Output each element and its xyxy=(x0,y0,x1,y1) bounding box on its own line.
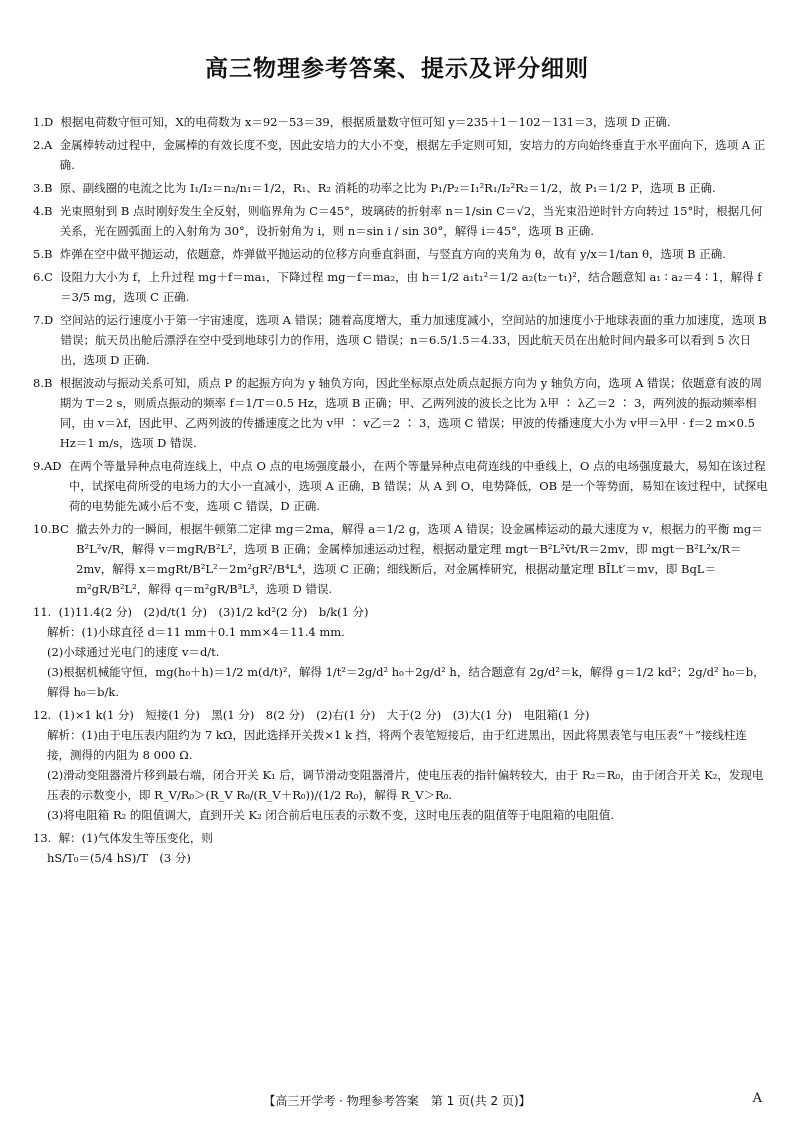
answer-item xyxy=(33,828,768,868)
answer-number: 2.A xyxy=(33,138,53,152)
answer-number: 6.C xyxy=(33,270,53,284)
answer-text: 炸弹在空中做平抛运动，依题意，炸弹做平抛运动的位移方向垂直斜面，与竖直方向的夹角为 θ，故有 y/x＝1/tan θ，选项 B 正确. xyxy=(59,247,726,261)
answer-number: 5.B xyxy=(33,247,53,261)
answer-number: 1.D xyxy=(33,115,54,129)
answer-item xyxy=(33,112,768,132)
answer-text: 根据电荷数守恒可知，X的电荷数为 x＝92－53＝39，根据质量数守恒可知 y＝235＋1－102－131＝3，选项 D 正确. xyxy=(60,115,671,129)
answer-number: 12. xyxy=(33,708,52,722)
answer-number: 13. xyxy=(33,831,52,845)
answer-text: 金属棒转动过程中，金属棒的有效长度不变，因此安培力的大小不变，根据左手定则可知，安培力的方向始终垂直于水平面向下，选项 A 正确. xyxy=(59,138,766,172)
explanation-line: (2)滑动变阻器滑片移到最右端，闭合开关 K₁ 后，调节滑动变阻器滑片，使电压表的指针偏转较大，由于 R₂＝R₀，由于闭合开关 K₂，发现电压表的示数变小，即 R_V/R₀＞(R_V R₀/(R_V＋R₀))/(1/2 R₀)，解得 R_V＞R₀. xyxy=(47,768,764,802)
answer-list xyxy=(33,112,768,871)
answer-item xyxy=(33,135,768,175)
answer-number: 9.AD xyxy=(33,459,62,473)
answer-number: 4.B xyxy=(33,204,53,218)
answer-item xyxy=(33,705,768,825)
page-footer: 【高三开学考 · 物理参考答案 第 1 页(共 2 页)】 xyxy=(263,1094,531,1108)
answer-item xyxy=(33,519,768,599)
answer-text: 设阻力大小为 f，上升过程 mg＋f＝ma₁，下降过程 mg－f＝ma₂，由 h＝1/2 a₁t₁²＝1/2 a₂(t₂－t₁)²，结合题意知 a₁ ∶ a₂＝4 ∶ 1，解得 f＝3/5 mg，选项 C 正确. xyxy=(60,270,762,304)
answer-text: 根据波动与振动关系可知，质点 P 的起振方向为 y 轴负方向，因此坐标原点处质点起振方向为 y 轴负方向，选项 A 错误；依题意有波的周期为 T＝2 s，则质点振动的频率 f＝1/T＝0.5 Hz，选项 B 正确；甲、乙两列波的波长之比为 λ甲 ∶ λ乙＝2 ∶ 3，两列波的振动频率相同，由 v＝λf，因此甲、乙两列波的传播速度之比为 v甲 ∶ v乙＝2 ∶ 3，选项 C 错误；甲波的传播速度大小为 v甲＝λ甲 · f＝2 m×0.5 Hz＝1 m/s，选项 D 错误. xyxy=(59,376,763,450)
answer-item xyxy=(33,602,768,702)
answer-item xyxy=(33,267,768,307)
answer-text: (1)11.4(2 分) (2)d/t(1 分) (3)1/2 kd²(2 分) b/k(1 分) xyxy=(58,605,369,619)
answer-number: 10.BC xyxy=(33,522,69,536)
answer-item xyxy=(33,456,768,516)
answer-number: 7.D xyxy=(33,313,54,327)
answer-text: (1)×1 k(1 分) 短接(1 分) 黑(1 分) 8(2 分) (2)右(1 分) 大于(2 分) (3)大(1 分) 电阻箱(1 分) xyxy=(58,708,590,722)
explanation-line: 解析：(1)由于电压表内阻约为 7 kΩ，因此选择开关拨×1 k 挡，将两个表笔短接后，由于红进黑出，因此将黑表笔与电压表“＋”接线柱连接，测得的内阻为 8 000 Ω. xyxy=(47,728,747,762)
answer-number: 11. xyxy=(33,605,52,619)
version-label: A xyxy=(752,1091,762,1106)
answer-text: 在两个等量异种点电荷连线上，中点 O 点的电场强度最小，在两个等量异种点电荷连线的中垂线上，O 点的电场强度最大，易知在该过程中，试探电荷所受的电场力的大小一直减小，选项 A 正确，B 错误；从 A 到 O，电势降低，OB 是一个等势面，易知在该过程中，试探电荷的电势能先减小后不变，选项 C 错误，D 正确. xyxy=(68,459,768,513)
answer-text: 撤去外力的一瞬间，根据牛顿第二定律 mg＝2ma，解得 a＝1/2 g，选项 A 错误；设金属棒运动的最大速度为 v，根据力的平衡 mg＝B²L²v/R，解得 v＝mgR/B²L²，选项 B 正确；金属棒加速运动过程，根据动量定理 mgt－B²L²v̄t/R＝2mv，即 mgt－B²L²x/R＝2mv，解得 x＝mgRt/B²L²－2m²gR²/B⁴L⁴，选项 C 正确；细线断后，对金属棒研究，根据动量定理 BĪLt′＝mv，即 BqL＝m²gR/B²L²，解得 q＝m²gR/B³L³，选项 D 错误. xyxy=(76,522,763,596)
explanation-line: (3)将电阻箱 R₂ 的阻值调大，直到开关 K₂ 闭合前后电压表的示数不变，这时电压表的阻值等于电阻箱的电阻值. xyxy=(47,808,615,822)
answer-item xyxy=(33,310,768,370)
answer-item xyxy=(33,178,768,198)
answer-text: 光束照射到 B 点时刚好发生全反射，则临界角为 C＝45°，玻璃砖的折射率 n＝1/sin C＝√2，当光束沿逆时针方向转过 15°时，根据几何关系，光在圆弧面上的入射角为 30°，设折射角为 i，则 n＝sin i / sin 30°，解得 i＝45°，选项 B 正确. xyxy=(59,204,763,238)
answer-text: 空间站的运行速度小于第一宇宙速度，选项 A 错误；随着高度增大，重力加速度减小，空间站的加速度小于地球表面的重力加速度，选项 B 错误；航天员出舱后漂浮在空中受到地球引力的作用，选项 C 错误；n＝6.5/1.5＝4.33，因此航天员在出舱时间内最多可以看到 5 次日出，选项 D 正确. xyxy=(60,313,767,367)
explanation-line: (3)根据机械能守恒，mg(h₀＋h)＝1/2 m(d/t)²，解得 1/t²＝2g/d² h₀＋2g/d² h，结合题意有 2g/d²＝k，解得 g＝1/2 kd²；2g/d² h₀＝b，解得 h₀＝b/k. xyxy=(47,665,765,699)
answer-text: 解：(1)气体发生等压变化，则 xyxy=(58,831,213,845)
answer-number: 3.B xyxy=(33,181,53,195)
explanation-line: hS/T₀＝(5/4 hS)/T (3 分) xyxy=(47,851,191,865)
answer-item xyxy=(33,373,768,453)
page-title: 高三物理参考答案、提示及评分细则 xyxy=(205,56,589,82)
answer-text: 原、副线圈的电流之比为 I₁/I₂＝n₂/n₁＝1/2，R₁、R₂ 消耗的功率之比为 P₁/P₂＝I₁²R₁/I₂²R₂＝1/2，故 P₁＝1/2 P，选项 B 正确. xyxy=(59,181,716,195)
explanation-line: (2)小球通过光电门的速度 v＝d/t. xyxy=(47,645,220,659)
answer-item xyxy=(33,201,768,241)
answer-number: 8.B xyxy=(33,376,53,390)
explanation-line: 解析：(1)小球直径 d＝11 mm＋0.1 mm×4＝11.4 mm. xyxy=(47,625,345,639)
answer-item xyxy=(33,244,768,264)
